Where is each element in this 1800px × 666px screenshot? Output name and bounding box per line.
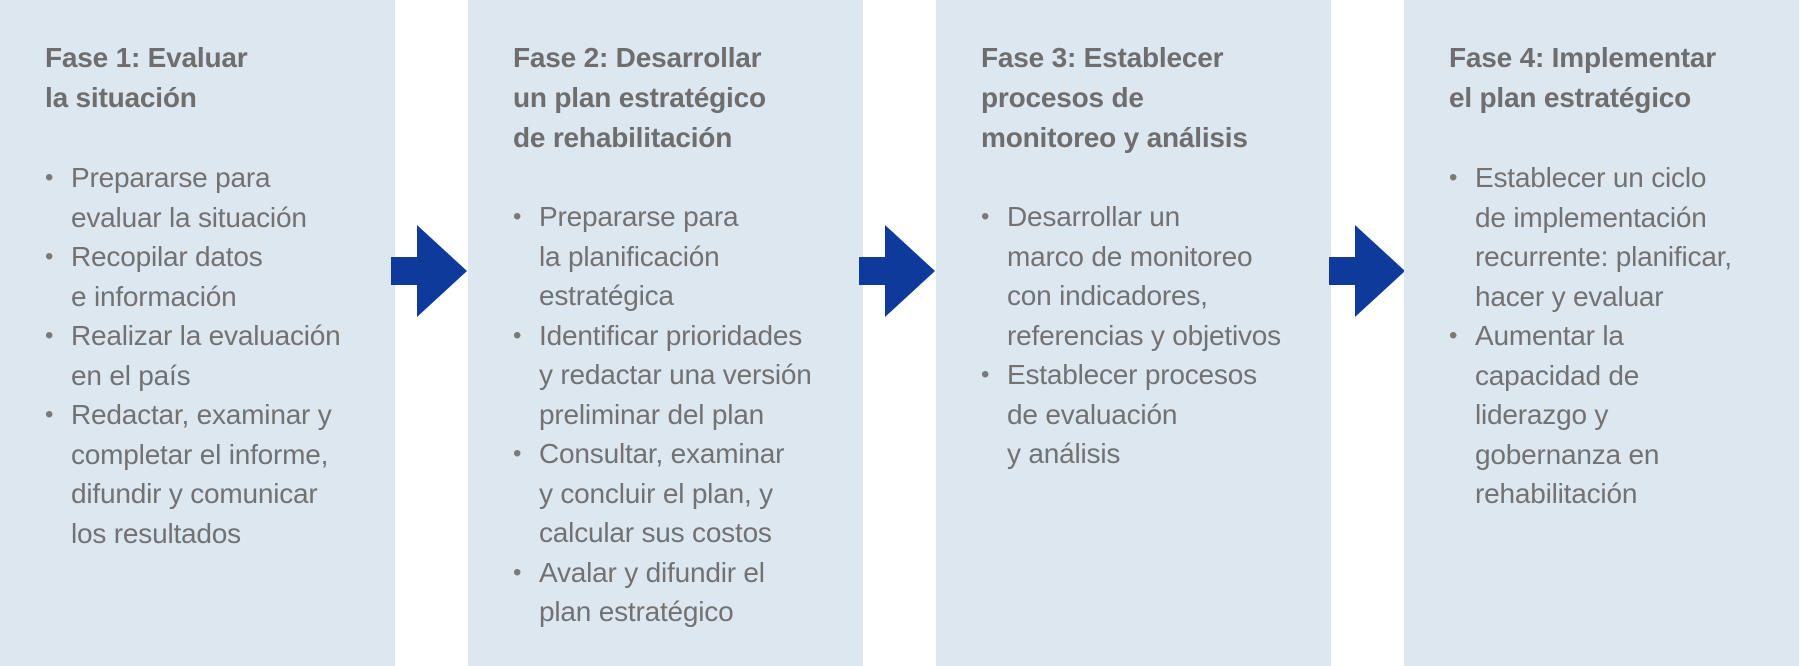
- bullet-icon: •: [45, 322, 54, 349]
- list-item-text: Establecer un ciclo de implementación recurrente: planificar, hacer y evaluar: [1475, 162, 1732, 312]
- phase-1-panel: [0, 0, 395, 666]
- bullet-icon: •: [1449, 322, 1458, 349]
- list-item: [45, 158, 375, 237]
- list-item: [45, 316, 375, 395]
- list-item: [513, 197, 843, 316]
- bullet-icon: •: [45, 401, 54, 428]
- phase-2-panel: [468, 0, 863, 666]
- list-item: [981, 197, 1311, 355]
- list-item-text: Prepararse para la planificación estratégica: [539, 201, 739, 311]
- list-item-text: Recopilar datos e información: [71, 241, 263, 312]
- list-item-text: Establecer procesos de evaluación y análisis: [1007, 359, 1257, 469]
- list-item: [513, 434, 843, 553]
- arrow-right-shape: [391, 225, 467, 317]
- bullet-icon: •: [45, 164, 54, 191]
- phase-1-title: Fase 1: Evaluar la situación: [45, 42, 248, 113]
- phase-3-panel: [936, 0, 1331, 666]
- list-item-text: Realizar la evaluación en el país: [71, 320, 341, 391]
- list-item: [981, 355, 1311, 474]
- phase-4-panel: [1404, 0, 1799, 666]
- list-item: [1449, 158, 1779, 316]
- bullet-icon: •: [513, 440, 522, 467]
- bullet-icon: •: [1449, 164, 1458, 191]
- phase-4-list: [1449, 158, 1779, 514]
- bullet-icon: •: [981, 361, 990, 388]
- list-item: [45, 237, 375, 316]
- arrow-right-icon: [1329, 225, 1405, 317]
- phase-2-list: [513, 197, 843, 632]
- list-item: [513, 316, 843, 435]
- list-item-text: Prepararse para evaluar la situación: [71, 162, 307, 233]
- list-item-text: Avalar y difundir el plan estratégico: [539, 556, 765, 627]
- bullet-icon: •: [513, 203, 522, 230]
- arrow-right-icon: [391, 225, 467, 317]
- list-item: [1449, 316, 1779, 514]
- arrow-right-shape: [859, 225, 935, 317]
- phase-1-list: [45, 158, 375, 553]
- list-item-text: Redactar, examinar y completar el informe, difundir y comunicar los resultados: [71, 399, 332, 549]
- bullet-icon: •: [513, 558, 522, 586]
- arrow-right-icon: [859, 225, 935, 317]
- list-item-text: Identificar prioridades y redactar una versión preliminar del plan: [539, 319, 812, 430]
- list-item-text: Consultar, examinar y concluir el plan, y calcular sus costos: [539, 438, 785, 548]
- phase-3-title: Fase 3: Establecer procesos de monitoreo y análisis: [981, 42, 1248, 153]
- list-item: [45, 395, 375, 553]
- phase-3-list: [981, 197, 1311, 474]
- phase-4-title: Fase 4: Implementar el plan estratégico: [1449, 42, 1716, 113]
- list-item-text: Desarrollar un marco de monitoreo con indicadores, referencias y objetivos: [1007, 201, 1281, 351]
- list-item: [513, 553, 843, 632]
- bullet-icon: •: [513, 321, 522, 349]
- bullet-icon: •: [45, 243, 54, 270]
- phase-2-title: Fase 2: Desarrollar un plan estratégico de rehabilitación: [513, 42, 766, 153]
- list-item-text: Aumentar la capacidad de liderazgo y gobernanza en rehabilitación: [1475, 320, 1660, 509]
- bullet-icon: •: [981, 203, 990, 230]
- arrow-right-shape: [1329, 225, 1405, 317]
